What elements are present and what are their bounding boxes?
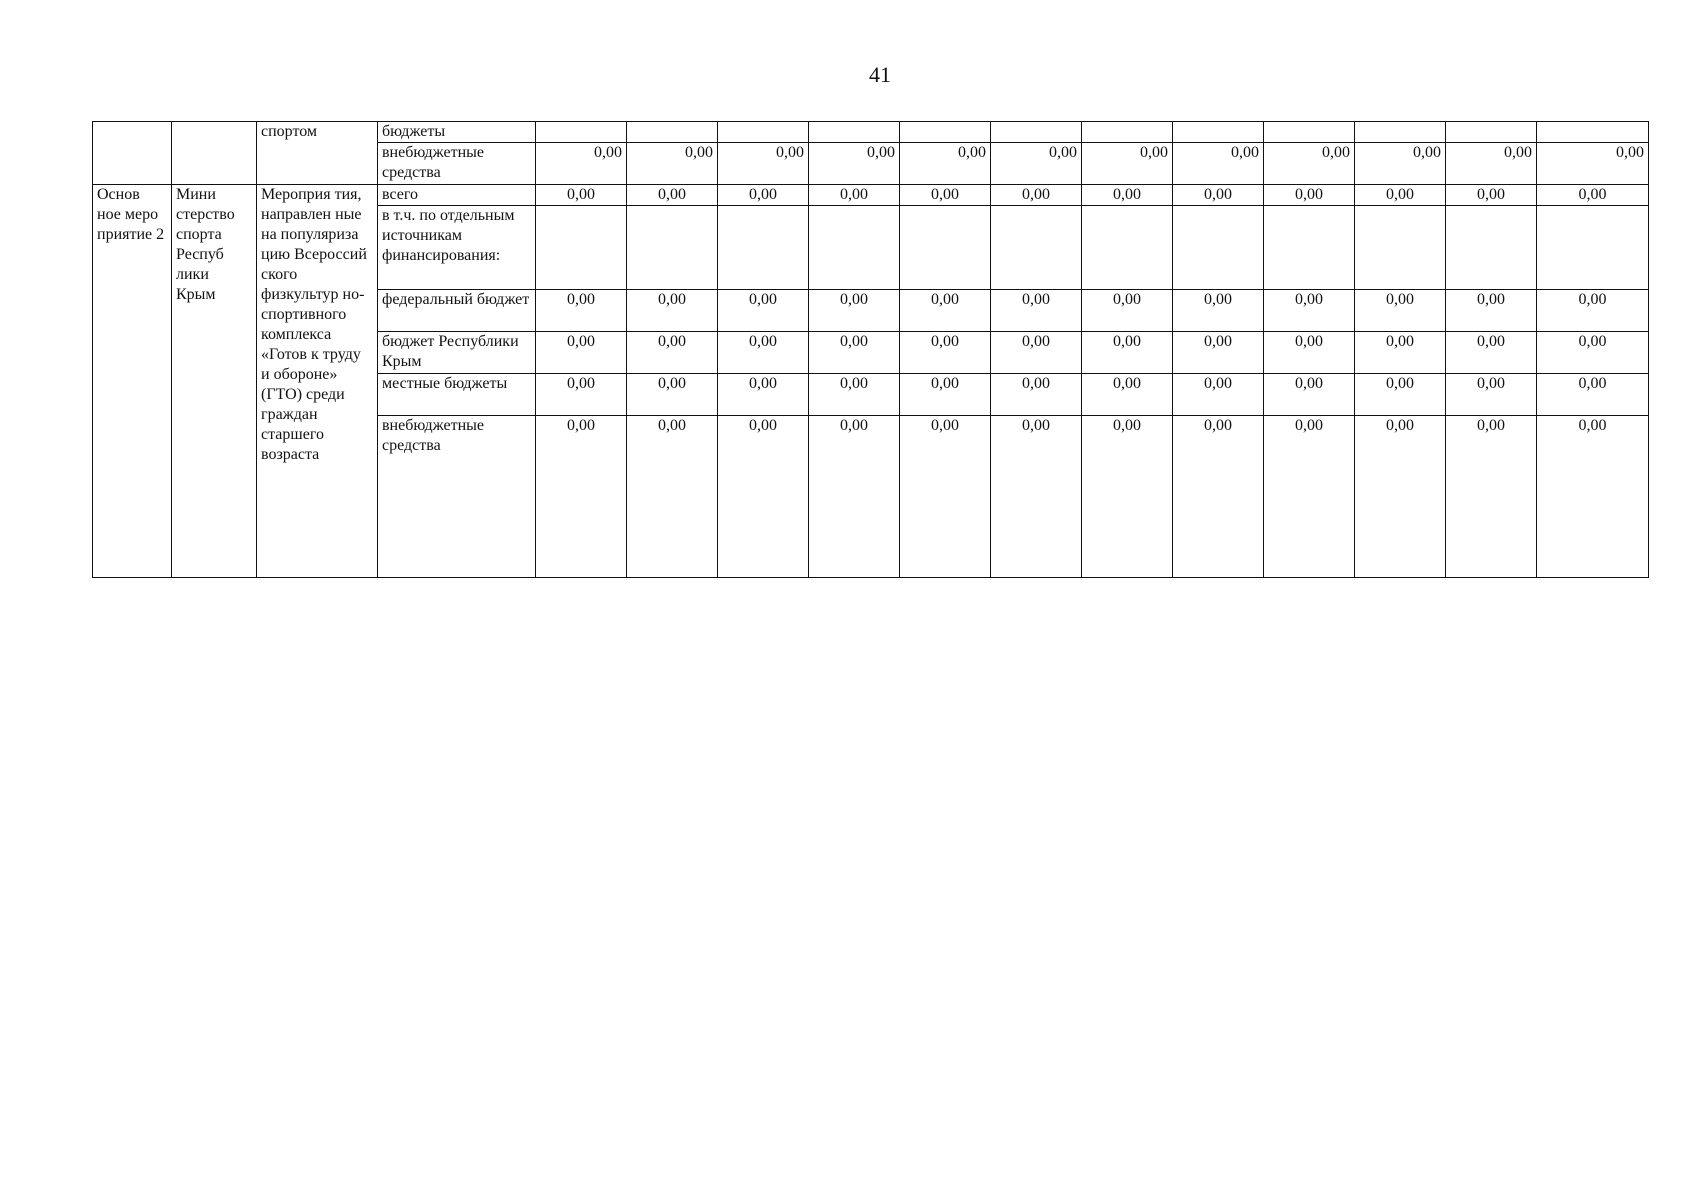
financing-table [92,121,1649,578]
value-cell [809,122,900,143]
value-cell: 0,00 [991,374,1082,416]
value-cell: 0,00 [991,416,1082,578]
value-cell: 0,00 [1446,290,1537,332]
value-cell: 0,00 [809,332,900,374]
value-cell [718,122,809,143]
value-cell [718,206,809,290]
value-cell: 0,00 [536,374,627,416]
value-cell: 0,00 [536,332,627,374]
value-cell [1082,122,1173,143]
source-cell: всего [378,185,536,206]
value-cell: 0,00 [1173,143,1264,185]
status-cell-empty [93,122,172,185]
executor-cell: Мини стерство спорта Респуб лики Крым [172,185,257,578]
value-cell: 0,00 [718,416,809,578]
value-cell: 0,00 [1446,185,1537,206]
value-cell: 0,00 [1173,374,1264,416]
value-cell: 0,00 [1446,143,1537,185]
value-cell: 0,00 [1446,374,1537,416]
source-cell: бюджеты [378,122,536,143]
value-cell: 0,00 [718,185,809,206]
value-cell: 0,00 [1173,290,1264,332]
value-cell: 0,00 [1264,332,1355,374]
value-cell: 0,00 [627,185,718,206]
value-cell: 0,00 [1537,143,1649,185]
value-cell: 0,00 [1173,185,1264,206]
value-cell: 0,00 [718,332,809,374]
value-cell: 0,00 [809,416,900,578]
event-cell: Мероприя тия, направлен ные на популяриза цию Всероссий ского физкультур но- спортивного комплекса «Готов к труду и обороне» (ГТО) среди граждан старшего возраста [257,185,378,578]
value-cell [991,206,1082,290]
value-cell [1173,122,1264,143]
value-cell: 0,00 [991,143,1082,185]
value-cell: 0,00 [991,185,1082,206]
value-cell: 0,00 [1446,416,1537,578]
value-cell: 0,00 [1446,332,1537,374]
page-number: 41 [869,62,891,87]
value-cell: 0,00 [1355,185,1446,206]
value-cell: 0,00 [1264,185,1355,206]
value-cell: 0,00 [1264,416,1355,578]
value-cell: 0,00 [900,185,991,206]
value-cell: 0,00 [1082,185,1173,206]
value-cell: 0,00 [627,374,718,416]
table-row [93,185,1649,206]
source-cell: бюджет Республики Крым [378,332,536,374]
value-cell [900,122,991,143]
value-cell: 0,00 [1082,290,1173,332]
value-cell: 0,00 [1082,374,1173,416]
value-cell: 0,00 [536,416,627,578]
value-cell: 0,00 [900,143,991,185]
status-cell: Основ ное меро приятие 2 [93,185,172,578]
value-cell [1355,206,1446,290]
value-cell: 0,00 [1537,185,1649,206]
source-cell: федеральный бюджет [378,290,536,332]
source-cell: в т.ч. по отдельным источникам финансирования: [378,206,536,290]
value-cell: 0,00 [627,290,718,332]
value-cell: 0,00 [536,290,627,332]
value-cell: 0,00 [718,374,809,416]
value-cell [809,206,900,290]
value-cell [1446,206,1537,290]
value-cell [1264,206,1355,290]
value-cell: 0,00 [1537,332,1649,374]
executor-cell-empty [172,122,257,185]
value-cell: 0,00 [1082,143,1173,185]
source-cell: местные бюджеты [378,374,536,416]
value-cell: 0,00 [1537,416,1649,578]
value-cell [900,206,991,290]
value-cell: 0,00 [809,143,900,185]
value-cell: 0,00 [1537,374,1649,416]
value-cell [1082,206,1173,290]
value-cell: 0,00 [1355,416,1446,578]
value-cell: 0,00 [1355,332,1446,374]
value-cell: 0,00 [991,332,1082,374]
value-cell: 0,00 [809,374,900,416]
value-cell [1537,206,1649,290]
value-cell: 0,00 [1355,374,1446,416]
value-cell [991,122,1082,143]
value-cell [1446,122,1537,143]
value-cell: 0,00 [1355,143,1446,185]
value-cell: 0,00 [1173,416,1264,578]
value-cell: 0,00 [627,332,718,374]
value-cell: 0,00 [718,290,809,332]
value-cell: 0,00 [809,290,900,332]
value-cell: 0,00 [627,143,718,185]
value-cell: 0,00 [1537,290,1649,332]
value-cell: 0,00 [718,143,809,185]
value-cell [1355,122,1446,143]
value-cell: 0,00 [536,143,627,185]
value-cell: 0,00 [991,290,1082,332]
value-cell [1264,122,1355,143]
value-cell: 0,00 [900,332,991,374]
value-cell: 0,00 [900,416,991,578]
value-cell: 0,00 [1264,290,1355,332]
value-cell: 0,00 [1082,332,1173,374]
value-cell [627,206,718,290]
value-cell [536,206,627,290]
source-cell: внебюджетные средства [378,143,536,185]
value-cell: 0,00 [900,374,991,416]
value-cell: 0,00 [809,185,900,206]
value-cell: 0,00 [1355,290,1446,332]
event-cell-tail: спортом [257,122,378,185]
value-cell: 0,00 [900,290,991,332]
value-cell [627,122,718,143]
table-row [93,122,1649,143]
value-cell: 0,00 [1264,143,1355,185]
value-cell [1173,206,1264,290]
value-cell: 0,00 [1082,416,1173,578]
source-cell: внебюджетные средства [378,416,536,578]
value-cell [1537,122,1649,143]
value-cell: 0,00 [1264,374,1355,416]
value-cell: 0,00 [536,185,627,206]
value-cell: 0,00 [627,416,718,578]
value-cell [536,122,627,143]
value-cell: 0,00 [1173,332,1264,374]
